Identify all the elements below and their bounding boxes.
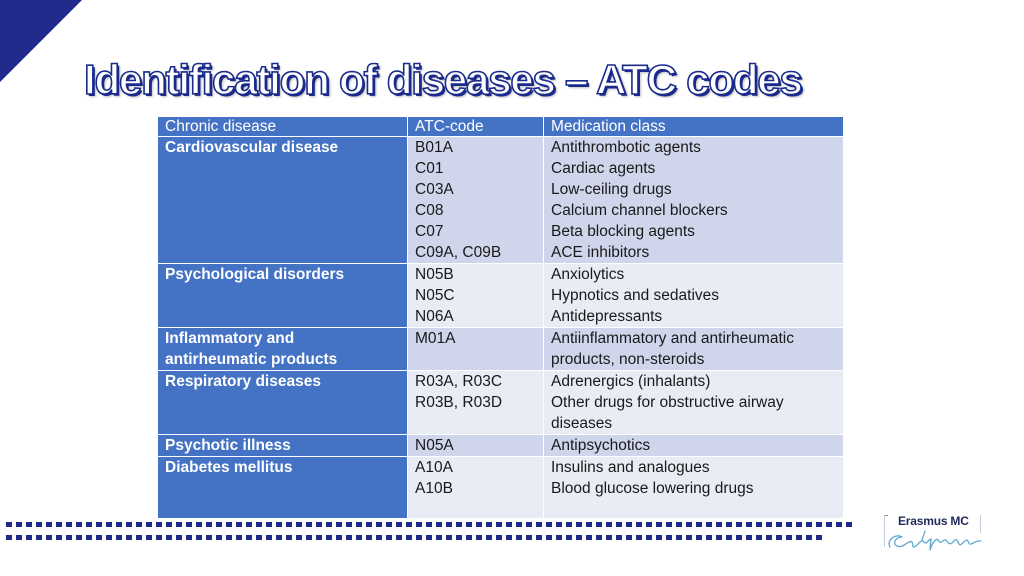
disease-label: antirheumatic products: [165, 351, 338, 368]
atc-code: C09A, C09B: [415, 244, 502, 261]
table-row-cardiovascular: [158, 137, 844, 264]
disease-cell: [158, 435, 408, 457]
disease-cell: [158, 371, 408, 435]
atc-code-cell: [408, 328, 544, 371]
medication-class-cell: [544, 371, 844, 435]
atc-code: B01A: [415, 139, 453, 156]
slide-title: Identification of diseases – ATC codes: [84, 56, 802, 103]
disease-cell: [158, 328, 408, 371]
atc-code: A10A: [415, 459, 453, 476]
atc-code: C01: [415, 160, 444, 177]
dotted-divider-top: [6, 522, 854, 527]
disease-cell: [158, 137, 408, 264]
table-row-respiratory: [158, 371, 844, 435]
disease-cell: [158, 457, 408, 519]
atc-code: M01A: [415, 330, 456, 347]
atc-code: C03A: [415, 181, 454, 198]
medication-class: Beta blocking agents: [551, 223, 695, 240]
atc-code-cell: [408, 435, 544, 457]
erasmus-mc-logo: [884, 512, 984, 554]
table-row-inflammatory: [158, 328, 844, 371]
atc-code: R03A, R03C: [415, 373, 503, 390]
table-row-psychotic: [158, 435, 844, 457]
corner-triangle-decoration: [0, 0, 82, 82]
disease-label: Psychological disorders: [165, 266, 345, 283]
medication-class: Antipsychotics: [551, 437, 651, 454]
logo-wordmark: Erasmus MC: [898, 514, 969, 528]
medication-class: Other drugs for obstructive airway: [551, 394, 784, 411]
disease-cell: [158, 264, 408, 328]
medication-class: Antidepressants: [551, 308, 663, 325]
medication-class: diseases: [551, 415, 613, 432]
atc-code: R03B, R03D: [415, 394, 503, 411]
atc-code: N06A: [415, 308, 454, 325]
atc-code: C07: [415, 223, 444, 240]
disease-label: Cardiovascular disease: [165, 139, 339, 156]
medication-class: Blood glucose lowering drugs: [551, 480, 754, 497]
atc-code-cell: [408, 264, 544, 328]
medication-class: Anxiolytics: [551, 266, 625, 283]
medication-class: Antithrombotic agents: [551, 139, 701, 156]
atc-code: N05A: [415, 437, 454, 454]
medication-class-cell: [544, 264, 844, 328]
atc-code: C08: [415, 202, 444, 219]
atc-code-cell: [408, 371, 544, 435]
atc-code-table: [157, 116, 844, 519]
atc-code: N05C: [415, 287, 455, 304]
atc-code: A10B: [415, 480, 453, 497]
atc-code-cell: [408, 137, 544, 264]
disease-label: Psychotic illness: [165, 437, 291, 454]
dotted-divider-bottom: [6, 535, 826, 540]
disease-label: Inflammatory and: [165, 330, 295, 347]
table-row-psychological: [158, 264, 844, 328]
disease-label: Diabetes mellitus: [165, 459, 293, 476]
medication-class-cell: [544, 457, 844, 519]
medication-class: Insulins and analogues: [551, 459, 710, 476]
atc-code-cell: [408, 457, 544, 519]
medication-class: Calcium channel blockers: [551, 202, 728, 219]
medication-class-cell: [544, 328, 844, 371]
medication-class: Antiinflammatory and antirheumatic: [551, 330, 794, 347]
table-header-row: [158, 117, 844, 137]
medication-class-cell: [544, 435, 844, 457]
header-atc-code: ATC-code: [408, 117, 544, 137]
medication-class: Adrenergics (inhalants): [551, 373, 711, 390]
medication-class: products, non-steroids: [551, 351, 705, 368]
medication-class: Hypnotics and sedatives: [551, 287, 720, 304]
medication-class: ACE inhibitors: [551, 244, 650, 261]
medication-class-cell: [544, 137, 844, 264]
header-medication-class: Medication class: [544, 117, 844, 137]
logo-signature-icon: [884, 528, 984, 554]
table-row-diabetes: [158, 457, 844, 519]
atc-code: N05B: [415, 266, 454, 283]
medication-class: Cardiac agents: [551, 160, 656, 177]
medication-class: Low-ceiling drugs: [551, 181, 672, 198]
disease-label: Respiratory diseases: [165, 373, 321, 390]
header-chronic-disease: Chronic disease: [158, 117, 408, 137]
